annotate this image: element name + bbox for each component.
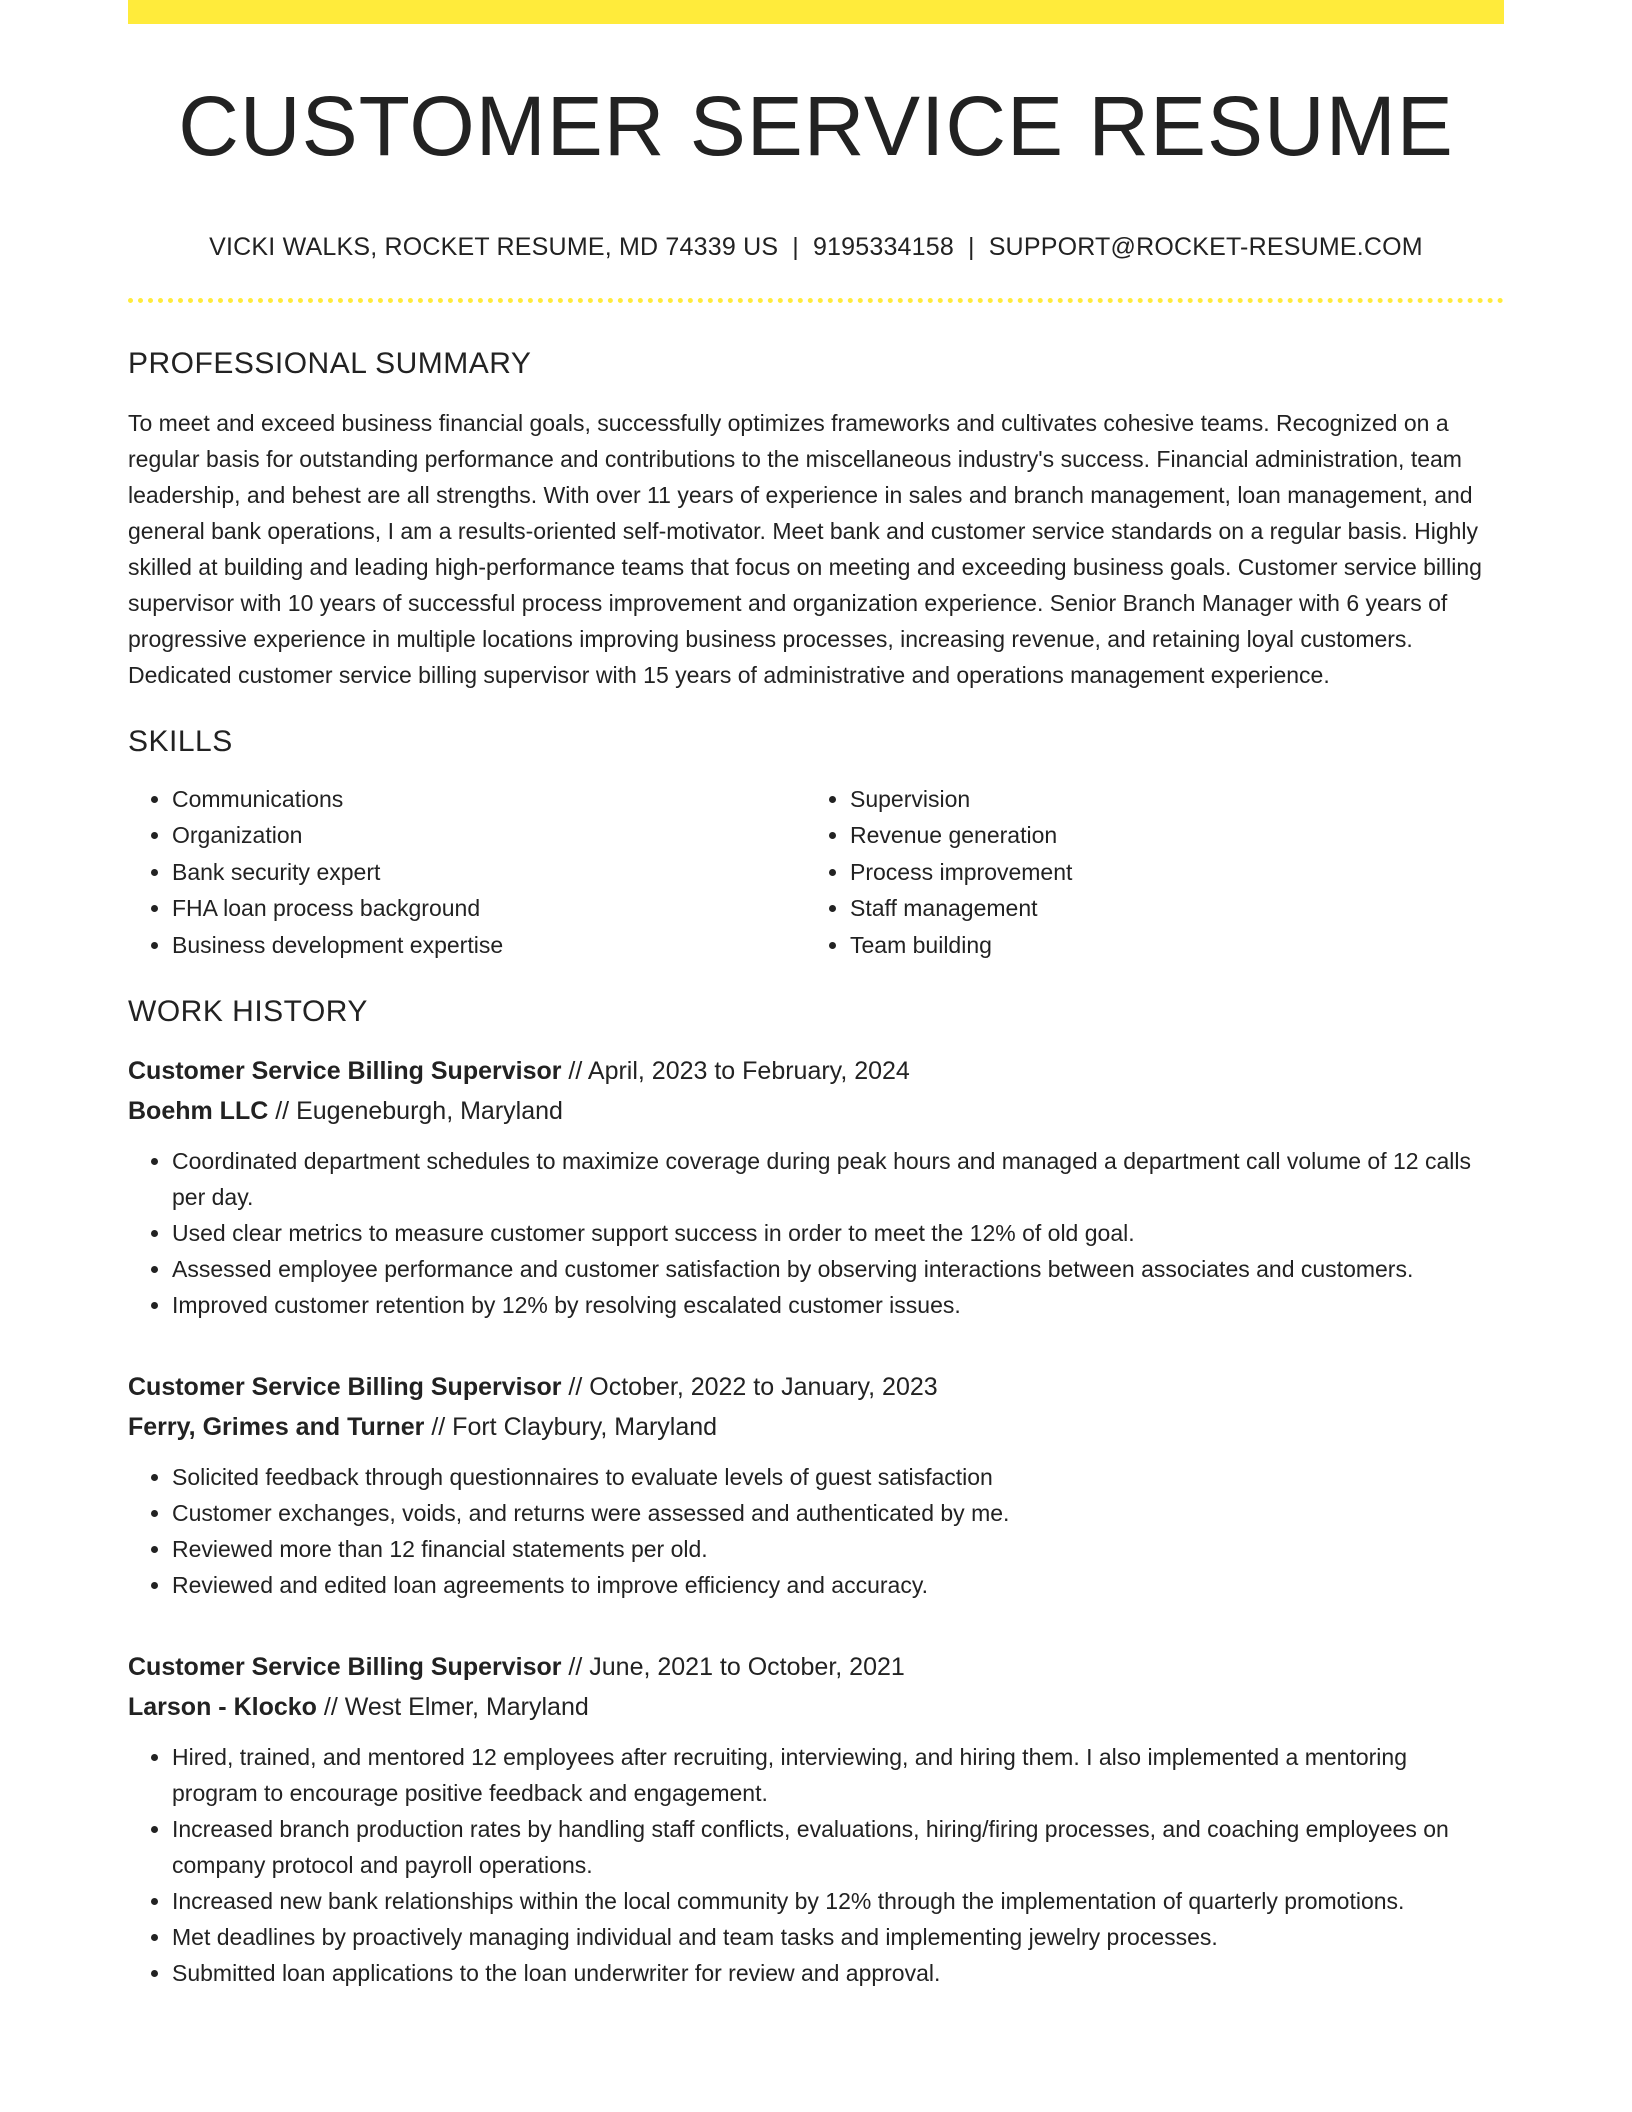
skill-item: • Organization xyxy=(172,817,806,854)
contact-separator: | xyxy=(967,232,975,261)
job-bullet: • Used clear metrics to measure customer support success in order to meet the 12% of old goal. xyxy=(172,1215,1504,1251)
job-entry xyxy=(128,1367,1504,1603)
dotted-divider xyxy=(128,298,1504,303)
job-role-line xyxy=(128,1367,1504,1407)
job-bullet: • Coordinated department schedules to maximize coverage during peak hours and managed a department call volume of 12 calls per day. xyxy=(172,1143,1504,1215)
resume-page xyxy=(128,0,1504,2112)
skill-item: • Staff management xyxy=(850,890,1484,927)
skill-item: • Supervision xyxy=(850,781,1484,818)
job-role-line xyxy=(128,1647,1504,1687)
skills-list xyxy=(128,781,1504,964)
job-bullet: • Increased new bank relationships within the local community by 12% through the implementation of quarterly promotions. xyxy=(172,1883,1504,1919)
job-bullet: • Reviewed more than 12 financial statements per old. xyxy=(172,1531,1504,1567)
skills-column-left xyxy=(128,781,806,964)
accent-top-bar xyxy=(128,0,1504,24)
skill-item: • Process improvement xyxy=(850,854,1484,891)
skill-item: • Bank security expert xyxy=(172,854,806,891)
contact-line xyxy=(128,233,1504,262)
skill-item: • Business development expertise xyxy=(172,927,806,964)
job-entry xyxy=(128,1647,1504,1991)
contact-separator: | xyxy=(792,232,799,261)
job-dates: // June, 2021 to October, 2021 xyxy=(561,1653,905,1682)
job-company-line xyxy=(128,1091,1504,1131)
job-bullet: • Hired, trained, and mentored 12 employees after recruiting, interviewing, and hiring them. I also implemented a mentoring program to encourage positive feedback and engagement. xyxy=(172,1739,1504,1811)
skill-item: • Communications xyxy=(172,781,806,818)
job-company: Boehm LLC xyxy=(128,1097,269,1126)
job-bullets xyxy=(128,1459,1504,1603)
job-bullets xyxy=(128,1739,1504,1991)
job-bullets xyxy=(128,1143,1504,1323)
job-role: Customer Service Billing Supervisor xyxy=(128,1057,562,1086)
contact-address: VICKI WALKS, ROCKET RESUME, MD 74339 US xyxy=(209,232,779,261)
contact-email: SUPPORT@ROCKET-RESUME.COM xyxy=(988,232,1423,261)
job-bullet: • Submitted loan applications to the loan underwriter for review and approval. xyxy=(172,1955,1504,1991)
job-bullet: • Customer exchanges, voids, and returns were assessed and authenticated by me. xyxy=(172,1495,1504,1531)
job-role-line xyxy=(128,1051,1504,1091)
skills-column-right xyxy=(806,781,1484,964)
job-bullet: • Assessed employee performance and customer satisfaction by observing interactions between associates and customers. xyxy=(172,1251,1504,1287)
job-bullet: • Improved customer retention by 12% by resolving escalated customer issues. xyxy=(172,1287,1504,1323)
job-company: Larson - Klocko xyxy=(128,1693,317,1722)
skill-item: • FHA loan process background xyxy=(172,890,806,927)
job-location: // West Elmer, Maryland xyxy=(316,1693,589,1722)
skill-item: • Revenue generation xyxy=(850,817,1484,854)
skills-heading: SKILLS xyxy=(128,724,233,758)
work-history-heading: WORK HISTORY xyxy=(128,995,368,1029)
job-company-line xyxy=(128,1687,1504,1727)
job-role: Customer Service Billing Supervisor xyxy=(128,1653,562,1682)
contact-phone: 9195334158 xyxy=(812,232,954,261)
job-bullet: • Met deadlines by proactively managing individual and team tasks and implementing jewelry processes. xyxy=(172,1919,1504,1955)
skill-item: • Team building xyxy=(850,927,1484,964)
job-location: // Eugeneburgh, Maryland xyxy=(268,1097,563,1126)
job-entry xyxy=(128,1051,1504,1323)
job-dates: // October, 2022 to January, 2023 xyxy=(561,1373,938,1402)
job-bullet: • Reviewed and edited loan agreements to improve efficiency and accuracy. xyxy=(172,1567,1504,1603)
job-role: Customer Service Billing Supervisor xyxy=(128,1373,562,1402)
resume-title: CUSTOMER SERVICE RESUME xyxy=(178,79,1454,173)
job-bullet: • Increased branch production rates by handling staff conflicts, evaluations, hiring/firing processes, and coaching employees on company protocol and payroll operations. xyxy=(172,1811,1504,1883)
summary-heading: PROFESSIONAL SUMMARY xyxy=(128,346,532,380)
job-dates: // April, 2023 to February, 2024 xyxy=(561,1057,910,1086)
job-location: // Fort Claybury, Maryland xyxy=(424,1413,718,1442)
job-bullet: • Solicited feedback through questionnaires to evaluate levels of guest satisfaction xyxy=(172,1459,1504,1495)
job-company-line xyxy=(128,1407,1504,1447)
summary-text: To meet and exceed business financial goals, successfully optimizes frameworks and cultivates cohesive teams. Recognized on a regular basis for outstanding performance and contributions to the miscellaneous industry's success. Financial administration, team leadership, and behest are all strengths. With over 11 years of experience in sales and branch management, loan management, and general bank operations, I am a results-oriented self-motivator. Meet bank and customer service standards on a regular basis. Highly skilled at building and leading high-performance teams that focus on meeting and exceeding business goals. Customer service billing supervisor with 10 years of successful process improvement and organization experience. Senior Branch Manager with 6 years of progressive experience in multiple locations improving business processes, increasing revenue, and retaining loyal customers. Dedicated customer service billing supervisor with 15 years of administrative and operations management experience. xyxy=(128,409,1482,688)
job-company: Ferry, Grimes and Turner xyxy=(128,1413,425,1442)
